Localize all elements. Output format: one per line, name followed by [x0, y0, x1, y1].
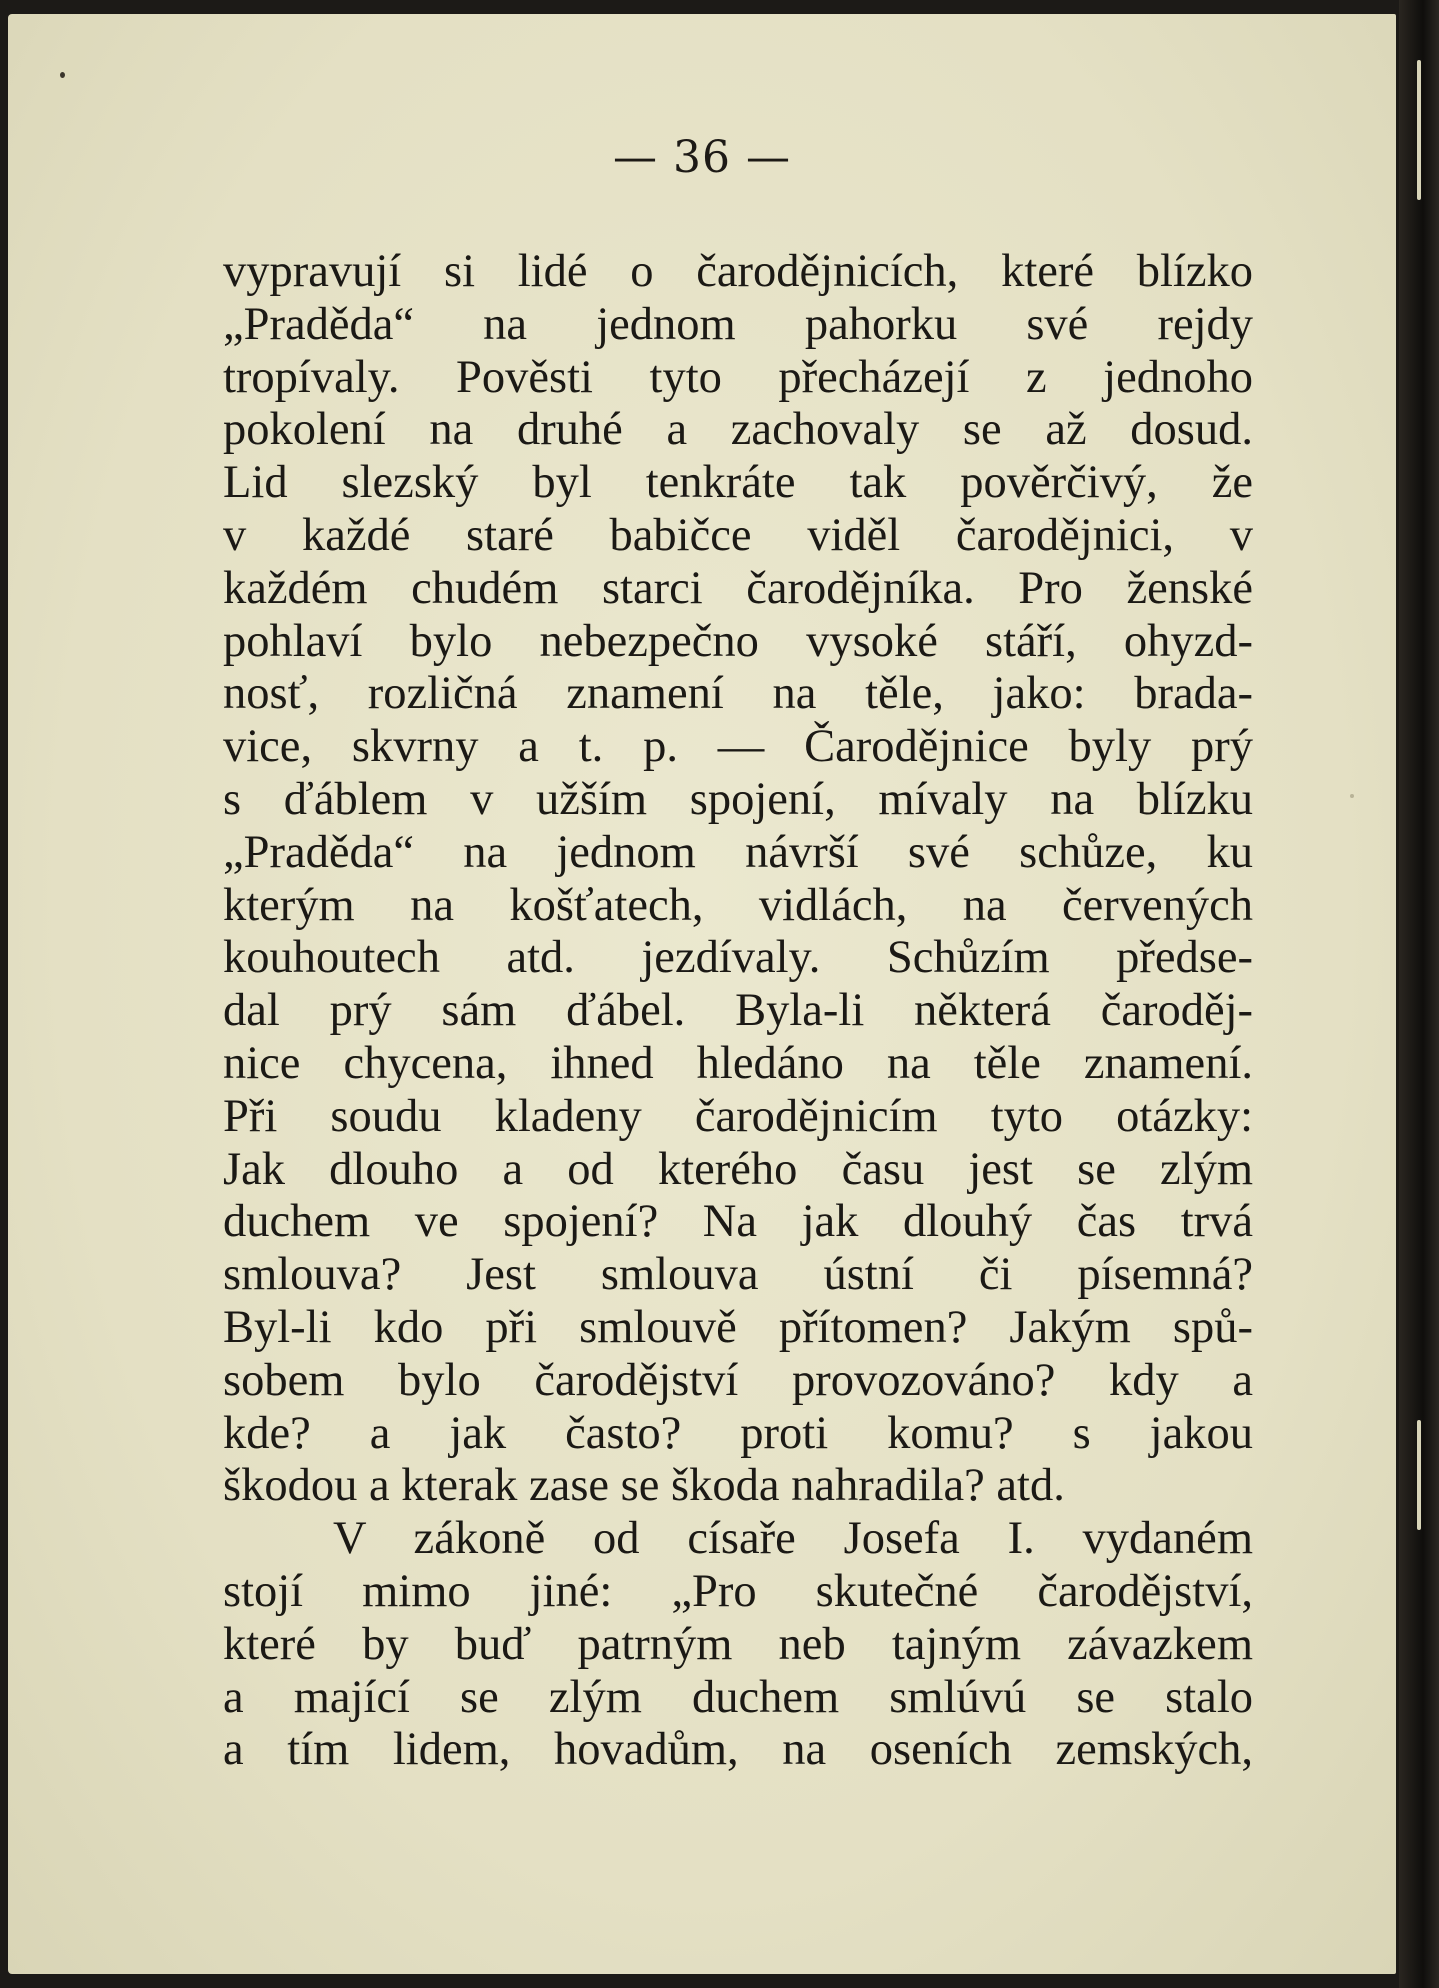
- text-line: Byl-li kdo při smlouvě přítomen? Jakým spů-: [223, 1301, 1253, 1353]
- text-line: Jak dlouho a od kterého času jest se zlým: [223, 1143, 1253, 1195]
- text-line: v každé staré babičce viděl čarodějnici, v: [223, 509, 1253, 561]
- text-line: „Praděda“ na jednom pahorku své rejdy: [223, 298, 1253, 350]
- page-number: — 36 —: [613, 132, 791, 183]
- ink-speck: [1350, 794, 1354, 798]
- text-line: vypravují si lidé o čarodějnicích, které blízko: [223, 246, 1253, 297]
- text-line: nice chycena, ihned hledáno na těle znamení.: [223, 1037, 1253, 1089]
- text-line: vice, skvrny a t. p. — Čarodějnice byly prý: [223, 721, 1253, 773]
- text-line: s ďáblem v užším spojení, mívaly na blízku: [223, 773, 1253, 825]
- ink-speck: [60, 72, 65, 78]
- spine-mark: [1417, 1420, 1421, 1530]
- text-line: Lid slezský byl tenkráte tak pověrčivý, že: [223, 457, 1253, 509]
- text-line: a mající se zlým duchem smlúvú se stalo: [223, 1671, 1253, 1723]
- body-text: [223, 246, 1253, 1777]
- paragraph-end-line: škodou a kterak zase se škoda nahradila? atd.: [223, 1460, 1065, 1512]
- text-line: každém chudém starci čarodějníka. Pro ženské: [223, 562, 1253, 614]
- text-line: nosť, rozličná znamení na těle, jako: brada-: [223, 668, 1253, 720]
- text-line: stojí mimo jiné: „Pro skutečné čarodějství,: [223, 1565, 1253, 1617]
- text-line: sobem bylo čarodějství provozováno? kdy a: [223, 1354, 1253, 1406]
- text-line: tropívaly. Pověsti tyto přecházejí z jednoho: [223, 351, 1253, 403]
- text-line: duchem ve spojení? Na jak dlouhý čas trvá: [223, 1196, 1253, 1248]
- paragraph-start-line: V zákoně od císaře Josefa I. vydaném: [333, 1513, 1253, 1565]
- paper-sheet: [8, 14, 1396, 1974]
- text-line: a tím lidem, hovadům, na oseních zemských,: [223, 1724, 1253, 1776]
- text-line: Při soudu kladeny čarodějnicím tyto otázky:: [223, 1090, 1253, 1142]
- text-line: dal prý sám ďábel. Byla-li některá čaroděj-: [223, 985, 1253, 1037]
- text-line: kterým na košťatech, vidlách, na červených: [223, 879, 1253, 931]
- text-line: kouhoutech atd. jezdívaly. Schůzím předse-: [223, 932, 1253, 984]
- text-line: „Praděda“ na jednom návrší své schůze, ku: [223, 826, 1253, 878]
- text-line: pokolení na druhé a zachovaly se až dosud.: [223, 404, 1253, 456]
- text-line: kde? a jak často? proti komu? s jakou: [223, 1407, 1253, 1459]
- book-spine: [1399, 0, 1439, 1988]
- text-line: smlouva? Jest smlouva ústní či písemná?: [223, 1249, 1253, 1301]
- spine-mark: [1417, 60, 1421, 200]
- text-line: pohlaví bylo nebezpečno vysoké stáří, ohyzd-: [223, 615, 1253, 667]
- text-line: které by buď patrným neb tajným závazkem: [223, 1618, 1253, 1670]
